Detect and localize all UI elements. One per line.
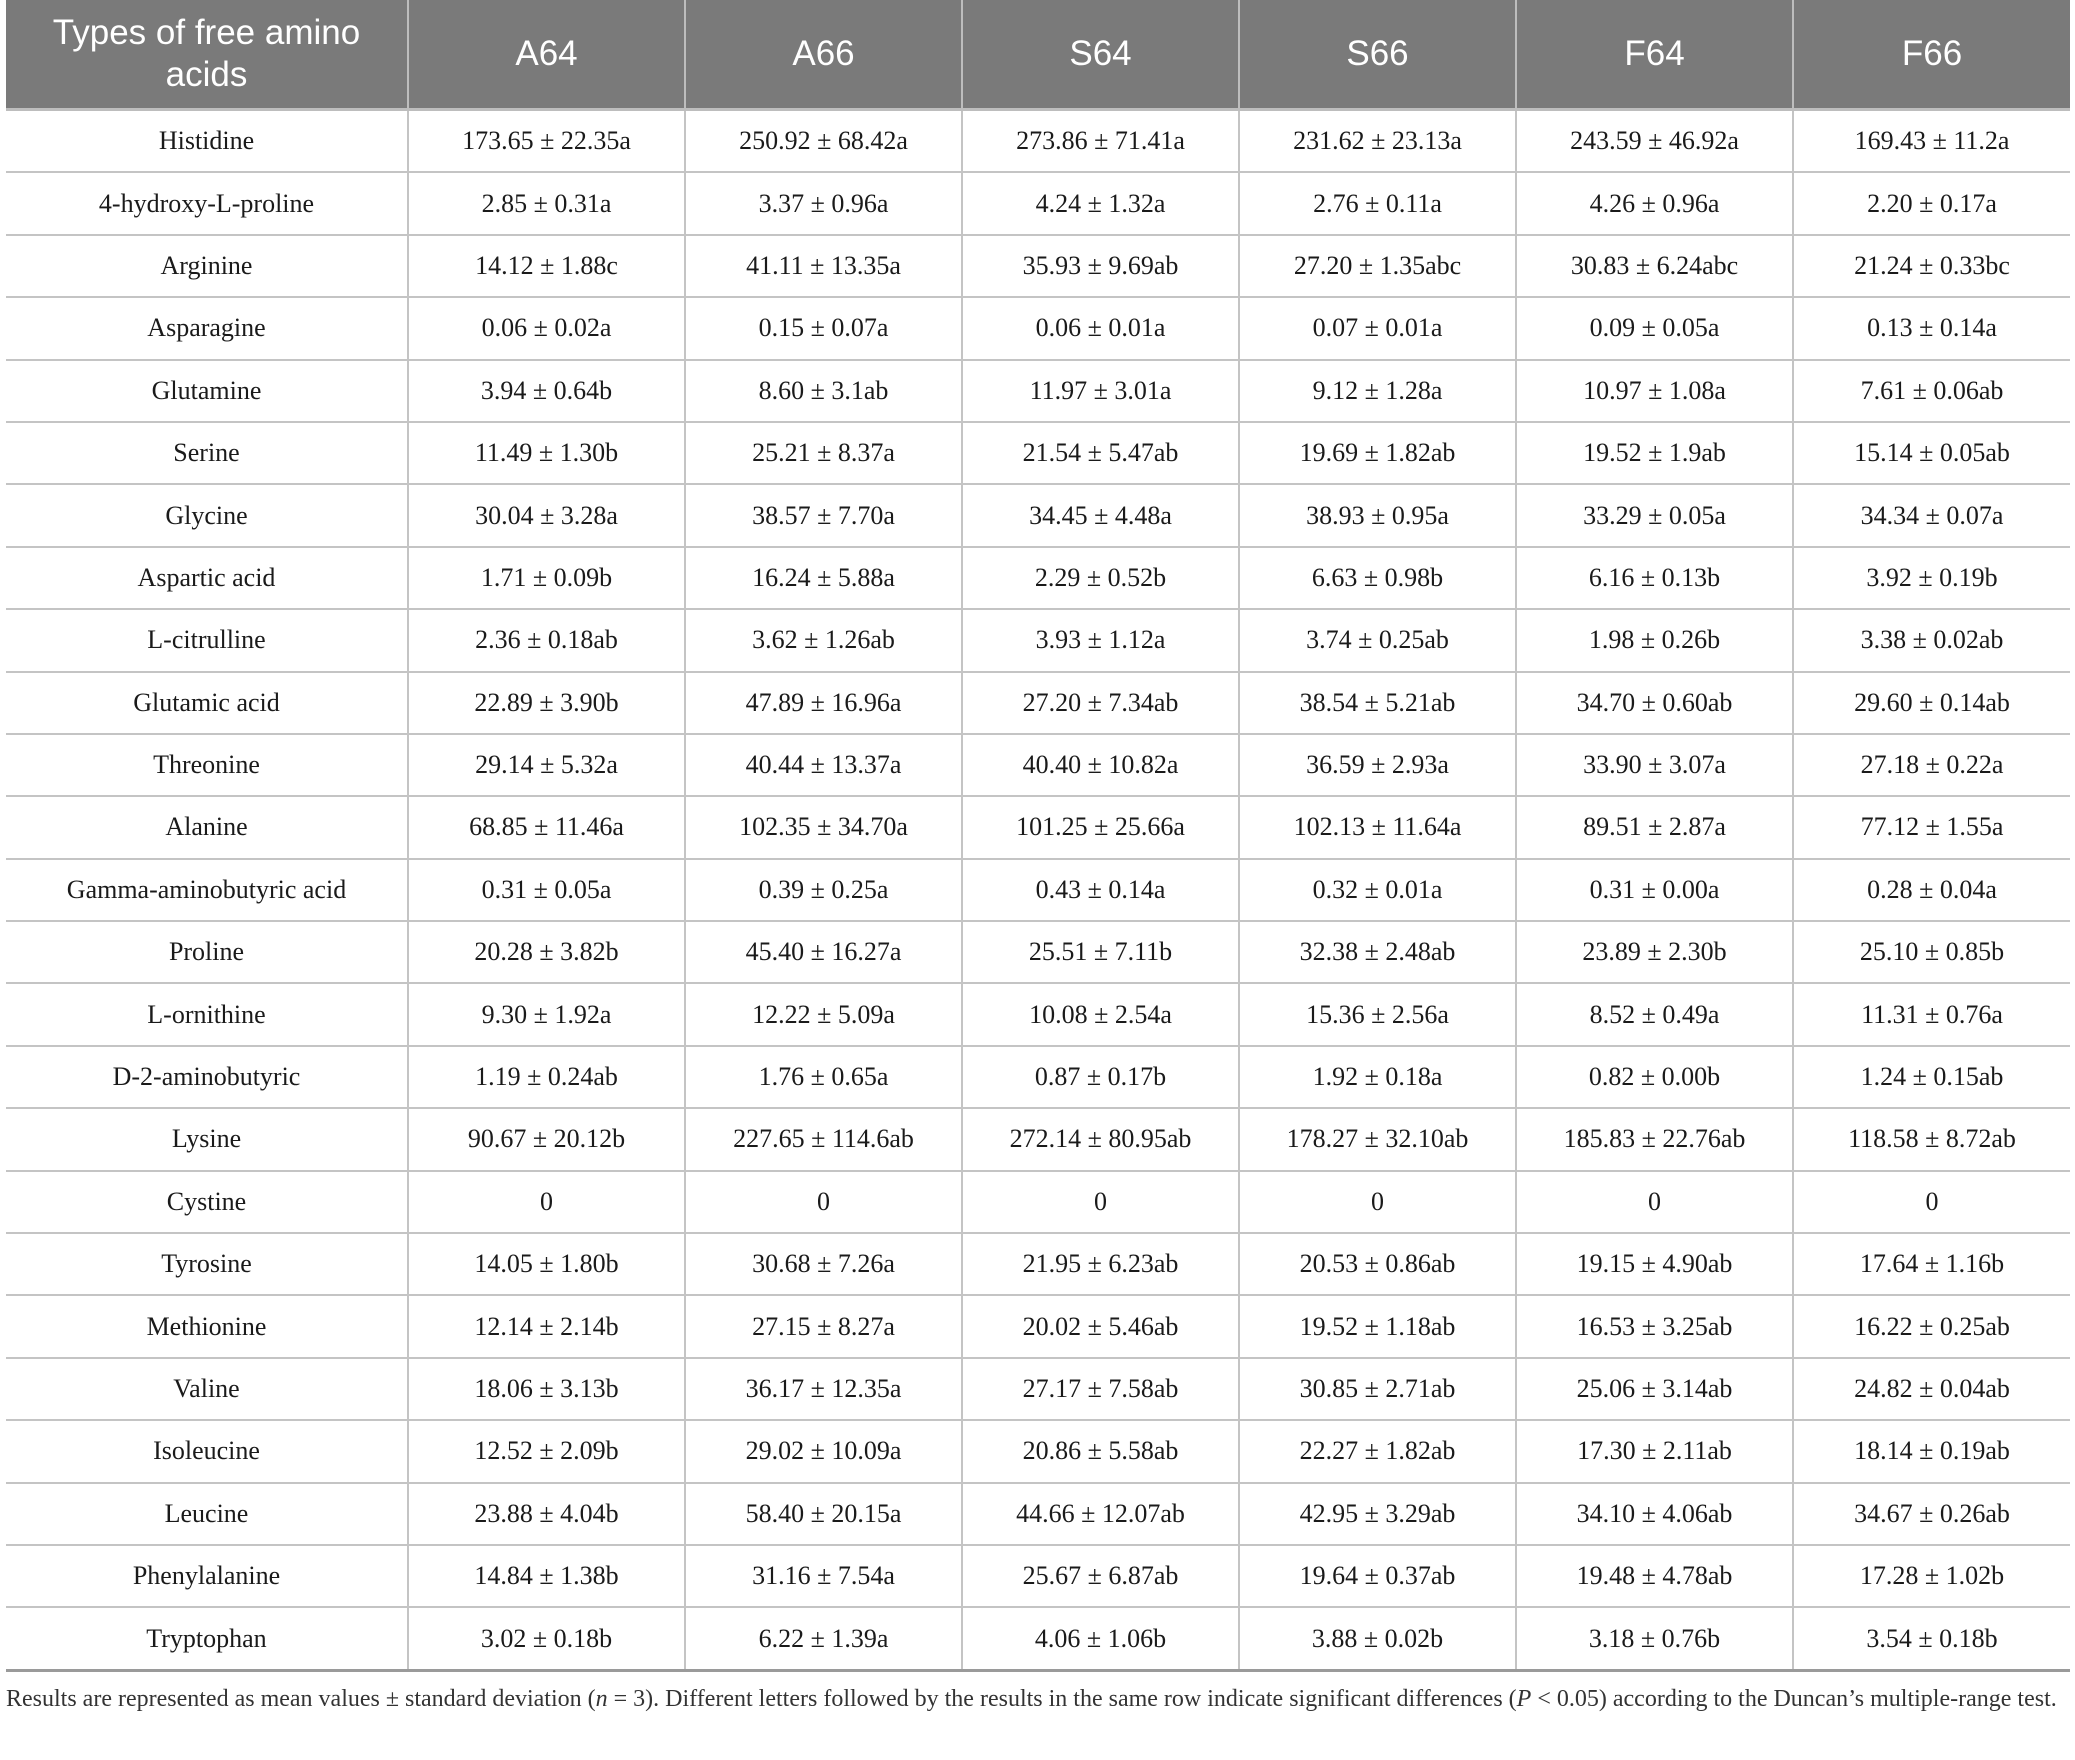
cell-a64-value: 2.36 ± 0.18ab [408,609,685,671]
cell-amino-acid-name: Threonine [6,734,408,796]
cell-a64-value: 23.88 ± 4.04b [408,1483,685,1545]
cell-a66-value: 58.40 ± 20.15a [685,1483,962,1545]
cell-a66-value: 27.15 ± 8.27a [685,1295,962,1357]
cell-s64-value: 0.43 ± 0.14a [962,859,1239,921]
table-row [6,734,2070,796]
cell-a66-value: 1.76 ± 0.65a [685,1046,962,1108]
cell-f66-value: 18.14 ± 0.19ab [1793,1420,2070,1482]
cell-f66-value: 34.34 ± 0.07a [1793,484,2070,546]
cell-a64-value: 1.19 ± 0.24ab [408,1046,685,1108]
cell-a64-value: 0 [408,1171,685,1233]
table-row [6,547,2070,609]
table-row [6,1420,2070,1482]
cell-s66-value: 0.07 ± 0.01a [1239,297,1516,359]
cell-a64-value: 11.49 ± 1.30b [408,422,685,484]
cell-a64-value: 30.04 ± 3.28a [408,484,685,546]
cell-s66-value: 27.20 ± 1.35abc [1239,235,1516,297]
cell-a64-value: 12.52 ± 2.09b [408,1420,685,1482]
cell-f66-value: 0.28 ± 0.04a [1793,859,2070,921]
cell-amino-acid-name: Tyrosine [6,1233,408,1295]
cell-f66-value: 3.92 ± 0.19b [1793,547,2070,609]
cell-a66-value: 41.11 ± 13.35a [685,235,962,297]
cell-s66-value: 32.38 ± 2.48ab [1239,921,1516,983]
cell-a64-value: 173.65 ± 22.35a [408,110,685,173]
cell-amino-acid-name: Aspartic acid [6,547,408,609]
cell-f66-value: 21.24 ± 0.33bc [1793,235,2070,297]
cell-amino-acid-name: Histidine [6,110,408,173]
cell-a64-value: 20.28 ± 3.82b [408,921,685,983]
cell-s64-value: 0.06 ± 0.01a [962,297,1239,359]
cell-amino-acid-name: Serine [6,422,408,484]
cell-amino-acid-name: D-2-aminobutyric [6,1046,408,1108]
cell-f64-value: 25.06 ± 3.14ab [1516,1358,1793,1420]
cell-amino-acid-name: Phenylalanine [6,1545,408,1607]
header-amino-acid-type: Types of free amino acids [6,0,408,110]
cell-amino-acid-name: Glycine [6,484,408,546]
cell-a64-value: 14.05 ± 1.80b [408,1233,685,1295]
cell-a66-value: 36.17 ± 12.35a [685,1358,962,1420]
cell-s64-value: 0 [962,1171,1239,1233]
cell-f66-value: 3.38 ± 0.02ab [1793,609,2070,671]
cell-f64-value: 6.16 ± 0.13b [1516,547,1793,609]
cell-f64-value: 4.26 ± 0.96a [1516,172,1793,234]
header-a64: A64 [408,0,685,110]
cell-f66-value: 16.22 ± 0.25ab [1793,1295,2070,1357]
cell-s64-value: 27.17 ± 7.58ab [962,1358,1239,1420]
table-body [6,110,2070,1671]
cell-f64-value: 34.10 ± 4.06ab [1516,1483,1793,1545]
cell-s66-value: 9.12 ± 1.28a [1239,360,1516,422]
table-row [6,110,2070,173]
table-row [6,484,2070,546]
cell-a64-value: 12.14 ± 2.14b [408,1295,685,1357]
cell-a66-value: 29.02 ± 10.09a [685,1420,962,1482]
cell-a66-value: 47.89 ± 16.96a [685,672,962,734]
table-header-row [6,0,2070,110]
cell-f64-value: 23.89 ± 2.30b [1516,921,1793,983]
table-row [6,1171,2070,1233]
cell-amino-acid-name: Arginine [6,235,408,297]
cell-s66-value: 19.69 ± 1.82ab [1239,422,1516,484]
cell-a64-value: 90.67 ± 20.12b [408,1108,685,1170]
cell-a66-value: 0.15 ± 0.07a [685,297,962,359]
cell-s66-value: 22.27 ± 1.82ab [1239,1420,1516,1482]
cell-a64-value: 29.14 ± 5.32a [408,734,685,796]
cell-f64-value: 33.29 ± 0.05a [1516,484,1793,546]
cell-f64-value: 33.90 ± 3.07a [1516,734,1793,796]
cell-f64-value: 34.70 ± 0.60ab [1516,672,1793,734]
table-row [6,172,2070,234]
cell-f64-value: 0.82 ± 0.00b [1516,1046,1793,1108]
cell-amino-acid-name: Glutamine [6,360,408,422]
cell-f64-value: 185.83 ± 22.76ab [1516,1108,1793,1170]
cell-s64-value: 10.08 ± 2.54a [962,983,1239,1045]
cell-s64-value: 20.02 ± 5.46ab [962,1295,1239,1357]
cell-s66-value: 38.54 ± 5.21ab [1239,672,1516,734]
cell-f66-value: 29.60 ± 0.14ab [1793,672,2070,734]
cell-s64-value: 0.87 ± 0.17b [962,1046,1239,1108]
cell-a66-value: 16.24 ± 5.88a [685,547,962,609]
cell-amino-acid-name: Tryptophan [6,1607,408,1670]
cell-a66-value: 8.60 ± 3.1ab [685,360,962,422]
cell-s64-value: 11.97 ± 3.01a [962,360,1239,422]
cell-s64-value: 34.45 ± 4.48a [962,484,1239,546]
header-a66: A66 [685,0,962,110]
cell-s66-value: 0 [1239,1171,1516,1233]
cell-s64-value: 20.86 ± 5.58ab [962,1420,1239,1482]
cell-s66-value: 30.85 ± 2.71ab [1239,1358,1516,1420]
cell-a64-value: 14.12 ± 1.88c [408,235,685,297]
cell-f64-value: 10.97 ± 1.08a [1516,360,1793,422]
table-row [6,921,2070,983]
cell-f66-value: 169.43 ± 11.2a [1793,110,2070,173]
table-row [6,360,2070,422]
cell-f66-value: 7.61 ± 0.06ab [1793,360,2070,422]
cell-f66-value: 0 [1793,1171,2070,1233]
cell-amino-acid-name: Methionine [6,1295,408,1357]
cell-a66-value: 3.62 ± 1.26ab [685,609,962,671]
cell-f64-value: 243.59 ± 46.92a [1516,110,1793,173]
table-row [6,983,2070,1045]
cell-s64-value: 35.93 ± 9.69ab [962,235,1239,297]
cell-f66-value: 11.31 ± 0.76a [1793,983,2070,1045]
cell-f64-value: 17.30 ± 2.11ab [1516,1420,1793,1482]
cell-amino-acid-name: Cystine [6,1171,408,1233]
cell-s66-value: 3.88 ± 0.02b [1239,1607,1516,1670]
cell-amino-acid-name: Alanine [6,796,408,858]
table-row [6,859,2070,921]
cell-s64-value: 27.20 ± 7.34ab [962,672,1239,734]
cell-amino-acid-name: L-ornithine [6,983,408,1045]
cell-a64-value: 0.06 ± 0.02a [408,297,685,359]
cell-f64-value: 19.52 ± 1.9ab [1516,422,1793,484]
cell-a64-value: 9.30 ± 1.92a [408,983,685,1045]
table-row [6,1545,2070,1607]
cell-s64-value: 25.67 ± 6.87ab [962,1545,1239,1607]
cell-s64-value: 2.29 ± 0.52b [962,547,1239,609]
cell-a66-value: 45.40 ± 16.27a [685,921,962,983]
cell-a66-value: 0.39 ± 0.25a [685,859,962,921]
cell-a66-value: 0 [685,1171,962,1233]
cell-a64-value: 18.06 ± 3.13b [408,1358,685,1420]
cell-a66-value: 3.37 ± 0.96a [685,172,962,234]
cell-f64-value: 3.18 ± 0.76b [1516,1607,1793,1670]
cell-a66-value: 227.65 ± 114.6ab [685,1108,962,1170]
cell-f64-value: 8.52 ± 0.49a [1516,983,1793,1045]
cell-s64-value: 44.66 ± 12.07ab [962,1483,1239,1545]
cell-s64-value: 3.93 ± 1.12a [962,609,1239,671]
cell-a66-value: 31.16 ± 7.54a [685,1545,962,1607]
cell-f66-value: 0.13 ± 0.14a [1793,297,2070,359]
footnote-p-symbol: P [1516,1686,1532,1712]
cell-amino-acid-name: Isoleucine [6,1420,408,1482]
cell-f66-value: 77.12 ± 1.55a [1793,796,2070,858]
header-s64: S64 [962,0,1239,110]
cell-amino-acid-name: Proline [6,921,408,983]
cell-amino-acid-name: Leucine [6,1483,408,1545]
footnote-n-symbol: n [595,1686,608,1712]
cell-s66-value: 0.32 ± 0.01a [1239,859,1516,921]
cell-s64-value: 101.25 ± 25.66a [962,796,1239,858]
cell-s64-value: 25.51 ± 7.11b [962,921,1239,983]
cell-f66-value: 1.24 ± 0.15ab [1793,1046,2070,1108]
cell-s66-value: 19.52 ± 1.18ab [1239,1295,1516,1357]
cell-f64-value: 0 [1516,1171,1793,1233]
cell-amino-acid-name: Asparagine [6,297,408,359]
cell-s64-value: 4.24 ± 1.32a [962,172,1239,234]
cell-amino-acid-name: Glutamic acid [6,672,408,734]
cell-f64-value: 1.98 ± 0.26b [1516,609,1793,671]
header-f64: F64 [1516,0,1793,110]
cell-f66-value: 3.54 ± 0.18b [1793,1607,2070,1670]
cell-f64-value: 19.15 ± 4.90ab [1516,1233,1793,1295]
cell-f66-value: 34.67 ± 0.26ab [1793,1483,2070,1545]
cell-f66-value: 15.14 ± 0.05ab [1793,422,2070,484]
cell-s66-value: 178.27 ± 32.10ab [1239,1108,1516,1170]
cell-s66-value: 3.74 ± 0.25ab [1239,609,1516,671]
cell-a66-value: 6.22 ± 1.39a [685,1607,962,1670]
cell-s64-value: 21.95 ± 6.23ab [962,1233,1239,1295]
cell-a66-value: 30.68 ± 7.26a [685,1233,962,1295]
cell-a64-value: 14.84 ± 1.38b [408,1545,685,1607]
cell-f64-value: 0.31 ± 0.00a [1516,859,1793,921]
cell-s66-value: 42.95 ± 3.29ab [1239,1483,1516,1545]
amino-acid-table-container [6,0,2070,1672]
cell-f64-value: 89.51 ± 2.87a [1516,796,1793,858]
cell-s66-value: 36.59 ± 2.93a [1239,734,1516,796]
cell-a66-value: 102.35 ± 34.70a [685,796,962,858]
cell-f66-value: 24.82 ± 0.04ab [1793,1358,2070,1420]
cell-amino-acid-name: Gamma-aminobutyric acid [6,859,408,921]
cell-f64-value: 30.83 ± 6.24abc [1516,235,1793,297]
cell-s64-value: 21.54 ± 5.47ab [962,422,1239,484]
cell-amino-acid-name: L-citrulline [6,609,408,671]
header-f66: F66 [1793,0,2070,110]
cell-s66-value: 38.93 ± 0.95a [1239,484,1516,546]
cell-a64-value: 2.85 ± 0.31a [408,172,685,234]
cell-f66-value: 25.10 ± 0.85b [1793,921,2070,983]
table-row [6,796,2070,858]
cell-f66-value: 118.58 ± 8.72ab [1793,1108,2070,1170]
cell-amino-acid-name: Valine [6,1358,408,1420]
table-row [6,672,2070,734]
cell-a64-value: 22.89 ± 3.90b [408,672,685,734]
cell-s66-value: 231.62 ± 23.13a [1239,110,1516,173]
cell-a64-value: 1.71 ± 0.09b [408,547,685,609]
table-row [6,1233,2070,1295]
cell-a66-value: 38.57 ± 7.70a [685,484,962,546]
table-row [6,1607,2070,1670]
cell-s66-value: 1.92 ± 0.18a [1239,1046,1516,1108]
cell-f64-value: 19.48 ± 4.78ab [1516,1545,1793,1607]
cell-a64-value: 68.85 ± 11.46a [408,796,685,858]
footnote-part-1: Results are represented as mean values ± standard deviation ( [6,1686,596,1712]
table-row [6,235,2070,297]
table-row [6,1046,2070,1108]
cell-f66-value: 2.20 ± 0.17a [1793,172,2070,234]
cell-f66-value: 17.28 ± 1.02b [1793,1545,2070,1607]
table-row [6,1358,2070,1420]
cell-f66-value: 27.18 ± 0.22a [1793,734,2070,796]
cell-a64-value: 3.02 ± 0.18b [408,1607,685,1670]
table-row [6,1108,2070,1170]
cell-f64-value: 16.53 ± 3.25ab [1516,1295,1793,1357]
cell-s66-value: 15.36 ± 2.56a [1239,983,1516,1045]
cell-f66-value: 17.64 ± 1.16b [1793,1233,2070,1295]
cell-s66-value: 2.76 ± 0.11a [1239,172,1516,234]
cell-a64-value: 0.31 ± 0.05a [408,859,685,921]
table-footnote [6,1682,2070,1716]
cell-a64-value: 3.94 ± 0.64b [408,360,685,422]
cell-amino-acid-name: Lysine [6,1108,408,1170]
cell-a66-value: 12.22 ± 5.09a [685,983,962,1045]
cell-s64-value: 40.40 ± 10.82a [962,734,1239,796]
header-s66: S66 [1239,0,1516,110]
cell-s66-value: 102.13 ± 11.64a [1239,796,1516,858]
cell-s64-value: 273.86 ± 71.41a [962,110,1239,173]
cell-f64-value: 0.09 ± 0.05a [1516,297,1793,359]
footnote-part-2: = 3). Different letters followed by the results in the same row indicate significant differences ( [607,1686,1517,1712]
cell-a66-value: 250.92 ± 68.42a [685,110,962,173]
cell-s66-value: 6.63 ± 0.98b [1239,547,1516,609]
cell-a66-value: 25.21 ± 8.37a [685,422,962,484]
cell-s64-value: 4.06 ± 1.06b [962,1607,1239,1670]
cell-s66-value: 20.53 ± 0.86ab [1239,1233,1516,1295]
cell-a66-value: 40.44 ± 13.37a [685,734,962,796]
cell-amino-acid-name: 4-hydroxy-L-proline [6,172,408,234]
table-row [6,422,2070,484]
cell-s66-value: 19.64 ± 0.37ab [1239,1545,1516,1607]
table-row [6,1483,2070,1545]
footnote-part-3: < 0.05) according to the Duncan’s multiple-range test. [1531,1686,2057,1712]
cell-s64-value: 272.14 ± 80.95ab [962,1108,1239,1170]
table-row [6,297,2070,359]
table-row [6,609,2070,671]
table-row [6,1295,2070,1357]
amino-acid-table [6,0,2070,1672]
